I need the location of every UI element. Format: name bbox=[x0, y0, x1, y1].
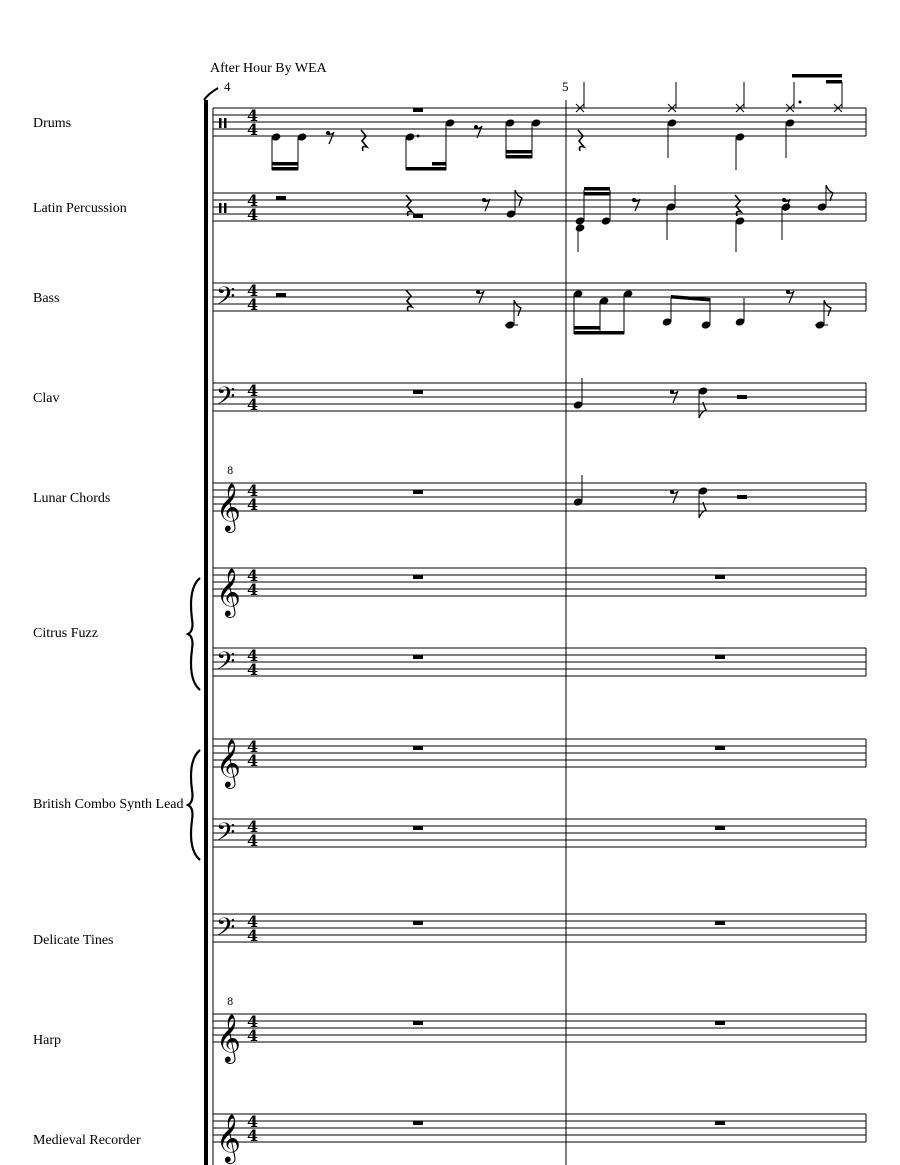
drums-note bbox=[432, 162, 446, 166]
brace-citrus-fuzz bbox=[188, 578, 200, 690]
time-sig-denominator-bass: 4 bbox=[247, 295, 259, 314]
measure-rest bbox=[413, 826, 423, 830]
measure-rest bbox=[715, 1021, 725, 1025]
instrument-label-lunar-chords: Lunar Chords bbox=[33, 491, 111, 506]
time-sig-numerator-delicate-tines: 4 bbox=[247, 912, 259, 931]
measure-rest bbox=[715, 826, 725, 830]
bass-note bbox=[514, 300, 521, 316]
time-sig-denominator-lunar-chords: 4 bbox=[247, 495, 259, 514]
brace-british-combo-synth-lead bbox=[188, 750, 200, 860]
measure-rest bbox=[715, 575, 725, 579]
measure-rest bbox=[413, 655, 423, 659]
measure-rest bbox=[413, 921, 423, 925]
bass-clef-clav: 𝄢 bbox=[216, 382, 236, 417]
time-sig-denominator-delicate-tines: 4 bbox=[247, 926, 259, 945]
drums-rest bbox=[413, 108, 423, 112]
treble-clef-harp: 𝄞 bbox=[216, 1013, 241, 1062]
measure-number-4: 4 bbox=[224, 79, 231, 94]
treble-clef-medieval-recorder: 𝄞 bbox=[216, 1113, 241, 1162]
time-sig-numerator-latin-percussion: 4 bbox=[247, 191, 259, 210]
time-sig-numerator-bass: 4 bbox=[247, 281, 259, 300]
measure-rest bbox=[413, 746, 423, 750]
time-sig-numerator-british-combo-synth-lead: 4 bbox=[247, 817, 259, 836]
latin-percussion-note bbox=[584, 192, 610, 196]
time-sig-numerator-medieval-recorder: 4 bbox=[247, 1112, 259, 1131]
time-sig-denominator-citrus-fuzz: 4 bbox=[247, 580, 259, 599]
system-bracket-hook bbox=[204, 88, 218, 100]
latin-percussion-rest bbox=[413, 214, 423, 218]
drums-note bbox=[417, 135, 420, 138]
time-sig-numerator-drums: 4 bbox=[247, 106, 259, 125]
percussion-clef-drums bbox=[219, 118, 222, 128]
latin-percussion-rest bbox=[276, 196, 286, 200]
measure-rest bbox=[413, 1121, 423, 1125]
measure-rest bbox=[715, 746, 725, 750]
score-title: After Hour By WEA bbox=[210, 61, 327, 76]
instrument-label-harp: Harp bbox=[33, 1033, 61, 1048]
time-sig-numerator-british-combo-synth-lead: 4 bbox=[247, 737, 259, 756]
treble-clef-lunar-chords: 𝄞 bbox=[216, 482, 241, 531]
measure-rest bbox=[413, 1021, 423, 1025]
bass-clef-british-combo-synth-lead: 𝄢 bbox=[216, 818, 236, 853]
bass-note bbox=[824, 300, 831, 316]
bass-rest bbox=[406, 290, 412, 311]
time-sig-denominator-drums: 4 bbox=[247, 120, 259, 139]
measure-number-5: 5 bbox=[562, 79, 569, 94]
instrument-label-medieval-recorder: Medieval Recorder bbox=[33, 1133, 141, 1148]
drums-cymbal-beam bbox=[792, 74, 842, 78]
instrument-label-delicate-tines: Delicate Tines bbox=[33, 933, 114, 948]
instrument-label-latin-percussion: Latin Percussion bbox=[33, 201, 127, 216]
bass-note bbox=[574, 326, 600, 330]
latin-percussion-rest bbox=[735, 195, 741, 216]
clav-rest bbox=[737, 395, 747, 399]
drums-note bbox=[272, 167, 298, 171]
bass-clef-citrus-fuzz: 𝄢 bbox=[216, 647, 236, 682]
time-sig-denominator-citrus-fuzz: 4 bbox=[247, 660, 259, 679]
time-sig-numerator-citrus-fuzz: 4 bbox=[247, 646, 259, 665]
latin-percussion-rest bbox=[634, 199, 640, 211]
latin-percussion-rest bbox=[406, 195, 412, 216]
time-sig-denominator-british-combo-synth-lead: 4 bbox=[247, 751, 259, 770]
treble-clef-british-combo-synth-lead: 𝄞 bbox=[216, 738, 241, 787]
measure-rest bbox=[413, 490, 423, 494]
latin-percussion-rest bbox=[484, 199, 490, 211]
drums-note bbox=[272, 162, 298, 166]
bass-rest bbox=[276, 293, 286, 297]
treble-clef-citrus-fuzz: 𝄞 bbox=[216, 567, 241, 616]
time-sig-denominator-harp: 4 bbox=[247, 1026, 259, 1045]
bass-note bbox=[574, 331, 624, 335]
drums-note bbox=[406, 167, 446, 171]
drums-cymbal bbox=[799, 101, 802, 104]
drums-note bbox=[506, 150, 532, 154]
octave-mark-harp: 8 bbox=[227, 997, 234, 1008]
percussion-clef-drums bbox=[224, 118, 227, 128]
time-sig-numerator-citrus-fuzz: 4 bbox=[247, 566, 259, 585]
percussion-clef-latin-percussion bbox=[224, 203, 227, 213]
drums-cymbal-beam bbox=[826, 80, 842, 84]
measure-rest bbox=[715, 921, 725, 925]
measure-rest bbox=[413, 390, 423, 394]
latin-percussion-note bbox=[575, 223, 586, 232]
latin-percussion-note bbox=[515, 190, 522, 206]
drums-rest bbox=[328, 132, 334, 144]
instrument-label-citrus-fuzz: Citrus Fuzz bbox=[33, 626, 98, 641]
bass-note bbox=[671, 295, 710, 302]
instrument-label-drums: Drums bbox=[33, 116, 72, 131]
time-sig-numerator-clav: 4 bbox=[247, 381, 259, 400]
bass-clef-bass: 𝄢 bbox=[216, 282, 236, 317]
time-sig-denominator-latin-percussion: 4 bbox=[247, 205, 259, 224]
instrument-label-clav: Clav bbox=[33, 391, 60, 406]
measure-rest bbox=[715, 1121, 725, 1125]
time-sig-numerator-lunar-chords: 4 bbox=[247, 481, 259, 500]
drums-rest bbox=[361, 130, 367, 151]
time-sig-denominator-medieval-recorder: 4 bbox=[247, 1126, 259, 1145]
octave-mark-lunar-chords: 8 bbox=[227, 466, 234, 477]
measure-rest bbox=[413, 575, 423, 579]
instrument-label-british-combo-synth-lead: British Combo Synth Lead bbox=[33, 797, 184, 812]
bass-clef-delicate-tines: 𝄢 bbox=[216, 913, 236, 948]
drums-rest bbox=[578, 130, 584, 151]
time-sig-numerator-harp: 4 bbox=[247, 1012, 259, 1031]
drums-note bbox=[506, 155, 532, 159]
latin-percussion-note bbox=[584, 187, 610, 191]
measure-rest bbox=[715, 655, 725, 659]
lunar-chords-rest bbox=[737, 495, 747, 499]
time-sig-denominator-british-combo-synth-lead: 4 bbox=[247, 831, 259, 850]
percussion-clef-latin-percussion bbox=[219, 203, 222, 213]
instrument-label-bass: Bass bbox=[33, 291, 60, 306]
time-sig-denominator-clav: 4 bbox=[247, 395, 259, 414]
